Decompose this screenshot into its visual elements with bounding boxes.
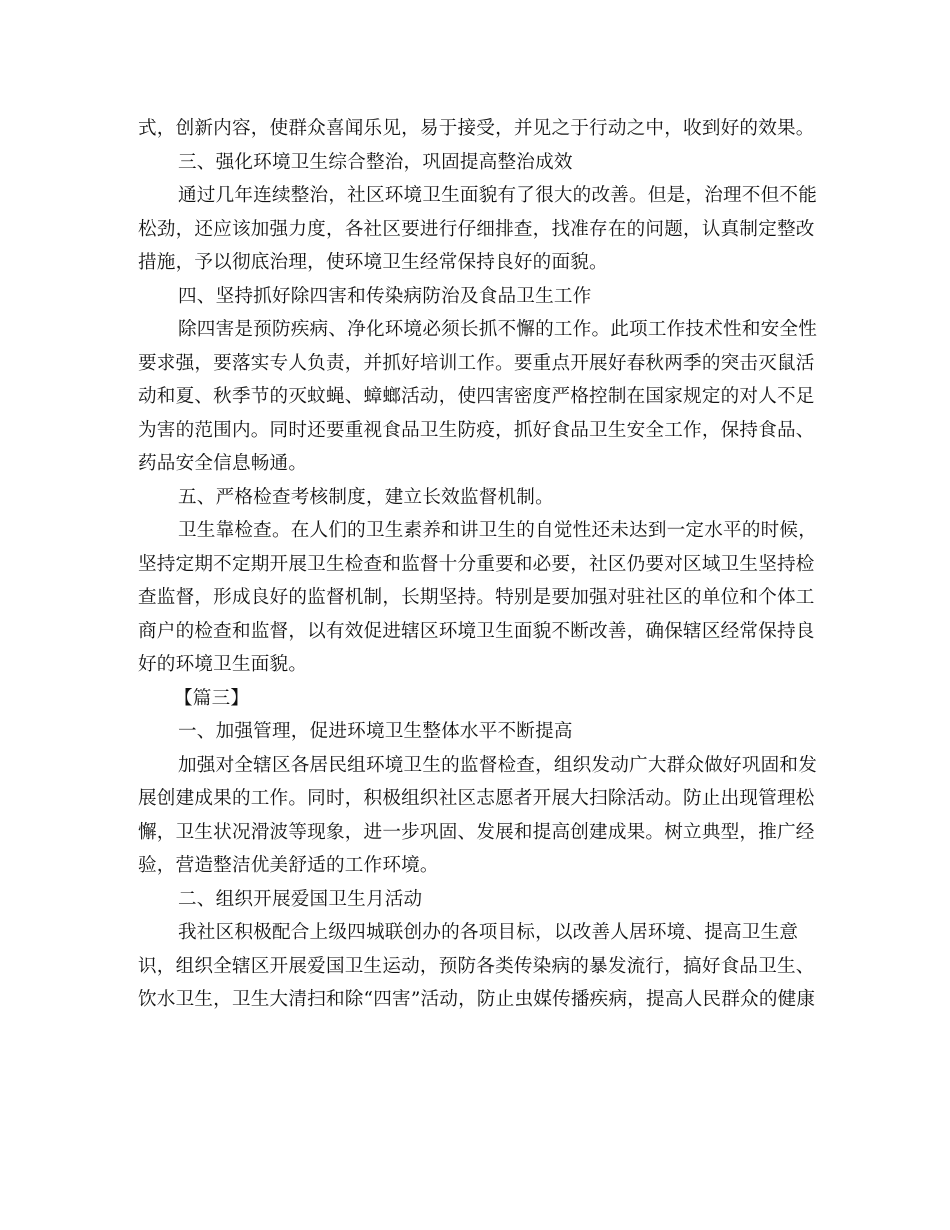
section-heading: 五、严格检查考核制度，建立长效监督机制。 <box>178 486 554 508</box>
paragraph-line: 除四害是预防疾病、净化环境必须长抓不懈的工作。此项工作技术性和安全性 <box>178 319 817 340</box>
section-heading: 三、强化环境卫生综合整治，巩固提高整治成效 <box>178 151 573 173</box>
paragraph-line: 为害的范围内。同时还要重视食品卫生防疫，抓好食品卫生安全工作，保持食品、 <box>138 419 815 441</box>
paragraph-line: 要求强，要落实专人负责，并抓好培训工作。要重点开展好春秋两季的突击灭鼠活 <box>138 352 815 374</box>
document-page <box>138 112 818 1017</box>
paragraph-line: 饮水卫生，卫生大清扫和除“四害”活动，防止虫媒传播疾病，提高人民群众的健康 <box>138 989 816 1010</box>
paragraph-line: 查监督，形成良好的监督机制，长期坚持。特别是要加强对驻社区的单位和个体工 <box>138 587 815 608</box>
paragraph-line: 药品安全信息畅通。 <box>138 453 308 474</box>
paragraph-line: 措施，予以彻底治理，使环境卫生经常保持良好的面貌。 <box>138 252 608 273</box>
part-title: 【篇三】 <box>174 687 250 709</box>
paragraph-line: 商户的检查和监督，以有效促进辖区环境卫生面貌不断改善，确保辖区经常保持良 <box>138 620 815 642</box>
paragraph-line: 卫生靠检查。在人们的卫生素养和讲卫生的自觉性还未达到一定水平的时候， <box>178 520 817 541</box>
section-heading: 一、加强管理，促进环境卫生整体水平不断提高 <box>178 721 573 742</box>
paragraph-line: 动和夏、秋季节的灭蚊蝇、蟑螂活动，使四害密度严格控制在国家规定的对人不足 <box>138 386 815 407</box>
paragraph-line: 通过几年连续整治，社区环境卫生面貌有了很大的改善。但是，治理不但不能 <box>178 185 817 206</box>
paragraph-line: 加强对全辖区各居民组环境卫生的监督检查，组织发动广大群众做好巩固和发 <box>178 754 817 776</box>
paragraph-line: 式，创新内容，使群众喜闻乐见，易于接受，并见之于行动之中，收到好的效果。 <box>138 118 815 139</box>
paragraph-line: 展创建成果的工作。同时，积极组织社区志愿者开展大扫除活动。防止出现管理松 <box>138 788 815 809</box>
paragraph-line: 好的环境卫生面貌。 <box>138 654 308 675</box>
paragraph-line: 我社区积极配合上级四城联创办的各项目标，以改善人居环境、提高卫生意 <box>178 922 799 943</box>
paragraph-line: 松劲，还应该加强力度，各社区要进行仔细排查，找准存在的问题，认真制定整改 <box>138 218 815 240</box>
paragraph-line: 坚持定期不定期开展卫生检查和监督十分重要和必要，社区仍要对区域卫生坚持检 <box>138 553 815 575</box>
paragraph-line: 验，营造整洁优美舒适的工作环境。 <box>138 855 439 876</box>
paragraph-line: 懈，卫生状况滑波等现象，进一步巩固、发展和提高创建成果。树立典型，推广经 <box>138 821 815 843</box>
paragraph-line: 识，组织全辖区开展爱国卫生运动，预防各类传染病的暴发流行，搞好食品卫生、 <box>138 955 815 977</box>
section-heading: 二、组织开展爱国卫生月活动 <box>178 888 423 910</box>
section-heading: 四、坚持抓好除四害和传染病防治及食品卫生工作 <box>178 285 592 307</box>
